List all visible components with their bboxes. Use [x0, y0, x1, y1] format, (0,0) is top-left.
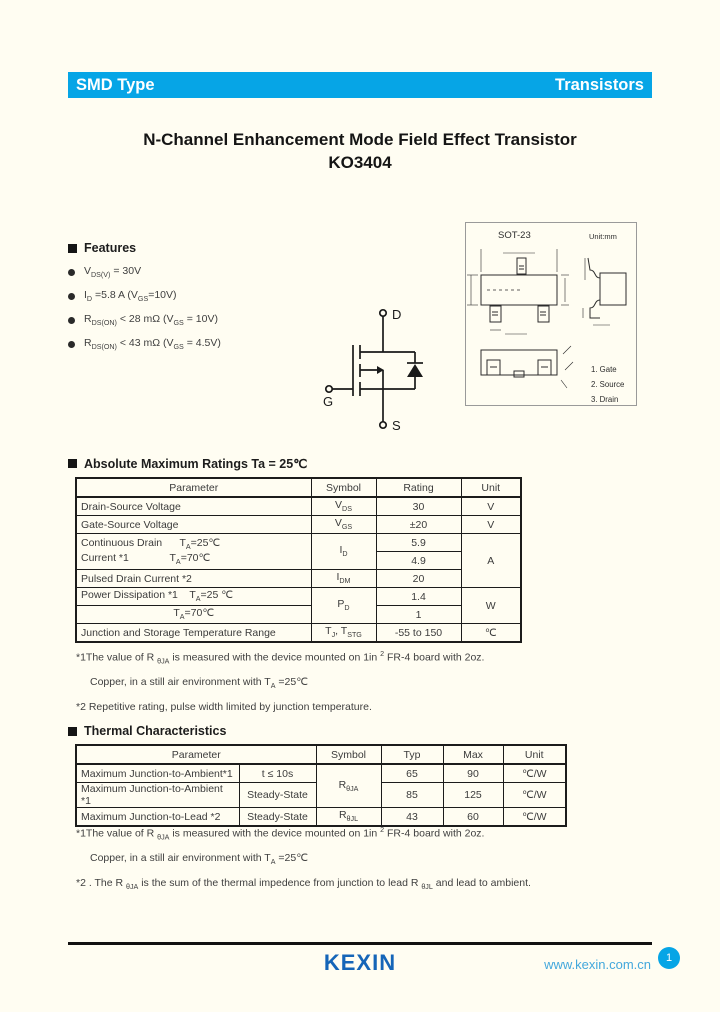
unit-cell: V [461, 497, 521, 516]
unit-cell: A [461, 534, 521, 588]
table-row [76, 516, 521, 534]
table-header-row [76, 745, 566, 764]
page-title [0, 128, 720, 174]
thermal-heading-label: Thermal Characteristics [84, 724, 227, 738]
col-header-unit: Unit [461, 478, 521, 497]
thermal-heading [68, 724, 226, 738]
max-cell: 90 [443, 764, 503, 783]
section-square-icon [68, 727, 77, 736]
table-row [76, 624, 521, 643]
unit-cell: ℃/W [503, 764, 566, 783]
unit-cell: V [461, 516, 521, 534]
rating-cell: 5.9 [376, 534, 461, 552]
bullet-icon [68, 269, 75, 276]
pin2-label: 2. Source [591, 380, 625, 389]
symbol-cell: $R_{\theta JA}$ [316, 764, 381, 808]
unit-cell: ℃ [461, 624, 521, 643]
footnote-line: *2 . The R $_{\theta JA}$ is the sum of the thermal impedence from junction to lead R $_{\theta JL}$ and lead to ambient. [76, 876, 531, 891]
package-outline-diagram [465, 222, 637, 406]
symbol-cell: $P_D$ [311, 588, 376, 624]
page-number-badge: 1 [658, 947, 680, 969]
package-name-label: SOT-23 [498, 230, 531, 241]
abs-max-table [75, 477, 522, 643]
page-title-line2: KO3404 [328, 153, 392, 172]
header-bar [68, 72, 652, 98]
footnote-line: *1The value of R $_{\theta JA}$ is measured with the device mounted on 1in $^2$ FR-4 board with 2oz. [76, 650, 485, 666]
abs-max-heading [68, 456, 307, 471]
mosfet-symbol-diagram [320, 300, 450, 440]
rating-cell: 1 [376, 606, 461, 624]
feature-text: $R_{DS(ON)} < 43$ mΩ $(V_{GS} = 4.5V)$ [84, 337, 221, 352]
unit-cell: ℃/W [503, 808, 566, 827]
table-row [76, 570, 521, 588]
footer-divider [68, 942, 652, 945]
thermal-footnotes [76, 820, 636, 897]
param-line: Continuous Drain $T_A=25℃$ [81, 537, 221, 552]
rating-cell: 4.9 [376, 552, 461, 570]
symbol-cell: $T_J$, $T_{STG}$ [311, 624, 376, 643]
package-unit-label: Unit:mm [589, 232, 617, 241]
param-line: Current *1 $T_A=70℃$ [81, 551, 211, 566]
kexin-logo: KEXIN [323, 950, 397, 975]
feature-text: $R_{DS(ON)} < 28$ mΩ $(V_{GS} = 10V)$ [84, 313, 218, 328]
header-left-label: SMD Type [76, 75, 155, 94]
abs-max-heading-label: Absolute Maximum Ratings Ta = 25℃ [84, 457, 308, 471]
gate-label: G [323, 394, 334, 409]
website-link[interactable]: www.kexin.com.cn [544, 957, 651, 972]
source-label: S [392, 418, 401, 433]
symbol-cell: $I_D$ [311, 534, 376, 570]
feature-text: $I_D =5.8$ A $(V_{GS}=10V)$ [84, 289, 177, 304]
pin1-label: 1. Gate [591, 365, 617, 374]
table-header-row [76, 478, 521, 497]
table-row [76, 534, 521, 552]
thermal-table [75, 744, 567, 827]
param-cell: Maximum Junction-to-Lead *2 [76, 808, 239, 827]
section-square-icon [68, 459, 77, 468]
features-heading-label: Features [84, 241, 137, 255]
footnote-line: *1The value of R $_{\theta JA}$ is measured with the device mounted on 1in $^2$ FR-4 board with 2oz. [76, 826, 485, 842]
feature-text: $V_{DS(V)} = 30V$ [84, 265, 142, 280]
footnote-line: Copper, in a still air environment with $T_A$ =25℃ [90, 852, 309, 867]
table-row [76, 588, 521, 606]
col-header-parameter: Parameter [76, 745, 316, 764]
table-row [76, 764, 566, 783]
rating-cell: 30 [376, 497, 461, 516]
rating-cell: ±20 [376, 516, 461, 534]
param-cell: $T_A=70℃$ [76, 606, 311, 624]
table-row [76, 606, 521, 624]
features-heading [68, 241, 368, 255]
unit-cell: ℃/W [503, 783, 566, 808]
abs-max-footnotes [76, 644, 596, 717]
package-bottom-view [481, 346, 573, 388]
max-cell: 60 [443, 808, 503, 827]
col-header-symbol: Symbol [311, 478, 376, 497]
symbol-cell: $V_{GS}$ [311, 516, 376, 534]
param-cell: Maximum Junction-to-Ambient*1 [76, 764, 239, 783]
typ-cell: 65 [381, 764, 443, 783]
rating-cell: -55 to 150 [376, 624, 461, 643]
page-title-line1: N-Channel Enhancement Mode Field Effect Transistor [143, 130, 577, 149]
section-square-icon [68, 244, 77, 253]
header-right-label: Transistors [555, 75, 644, 94]
col-header-typ: Typ [381, 745, 443, 764]
col-header-parameter: Parameter [76, 478, 311, 497]
param-cell: Pulsed Drain Current *2 [76, 570, 311, 588]
col-header-unit: Unit [503, 745, 566, 764]
rating-cell: 1.4 [376, 588, 461, 606]
col-header-rating: Rating [376, 478, 461, 497]
package-top-view [467, 249, 569, 334]
typ-cell: 43 [381, 808, 443, 827]
condition-cell: Steady-State [239, 808, 316, 827]
rating-cell: 20 [376, 570, 461, 588]
param-cell: Drain-Source Voltage [76, 497, 311, 516]
param-cell [76, 534, 311, 570]
param-cell: Maximum Junction-to-Ambient *1 [76, 783, 239, 808]
typ-cell: 85 [381, 783, 443, 808]
bullet-icon [68, 317, 75, 324]
body-diode-icon [407, 364, 423, 377]
condition-cell: Steady-State [239, 783, 316, 808]
symbol-cell: $I_{DM}$ [311, 570, 376, 588]
symbol-cell: $V_{DS}$ [311, 497, 376, 516]
pin3-label: 3. Drain [591, 395, 619, 404]
unit-cell: W [461, 588, 521, 624]
bullet-icon [68, 341, 75, 348]
bullet-icon [68, 293, 75, 300]
param-cell: Gate-Source Voltage [76, 516, 311, 534]
param-cell: Junction and Storage Temperature Range [76, 624, 311, 643]
table-row [76, 497, 521, 516]
symbol-cell: $R_{\theta JL}$ [316, 808, 381, 827]
footnote-line: *2 Repetitive rating, pulse width limited by junction temperature. [76, 700, 372, 713]
condition-cell: t ≤ 10s [239, 764, 316, 783]
package-side-view [583, 258, 626, 325]
param-cell: Power Dissipation *1 $T_A=25$ ℃ [76, 588, 311, 606]
max-cell: 125 [443, 783, 503, 808]
footnote-line: Copper, in a still air environment with $T_A$ =25℃ [90, 676, 309, 691]
drain-label: D [392, 307, 402, 322]
col-header-symbol: Symbol [316, 745, 381, 764]
feature-item [68, 265, 368, 279]
col-header-max: Max [443, 745, 503, 764]
